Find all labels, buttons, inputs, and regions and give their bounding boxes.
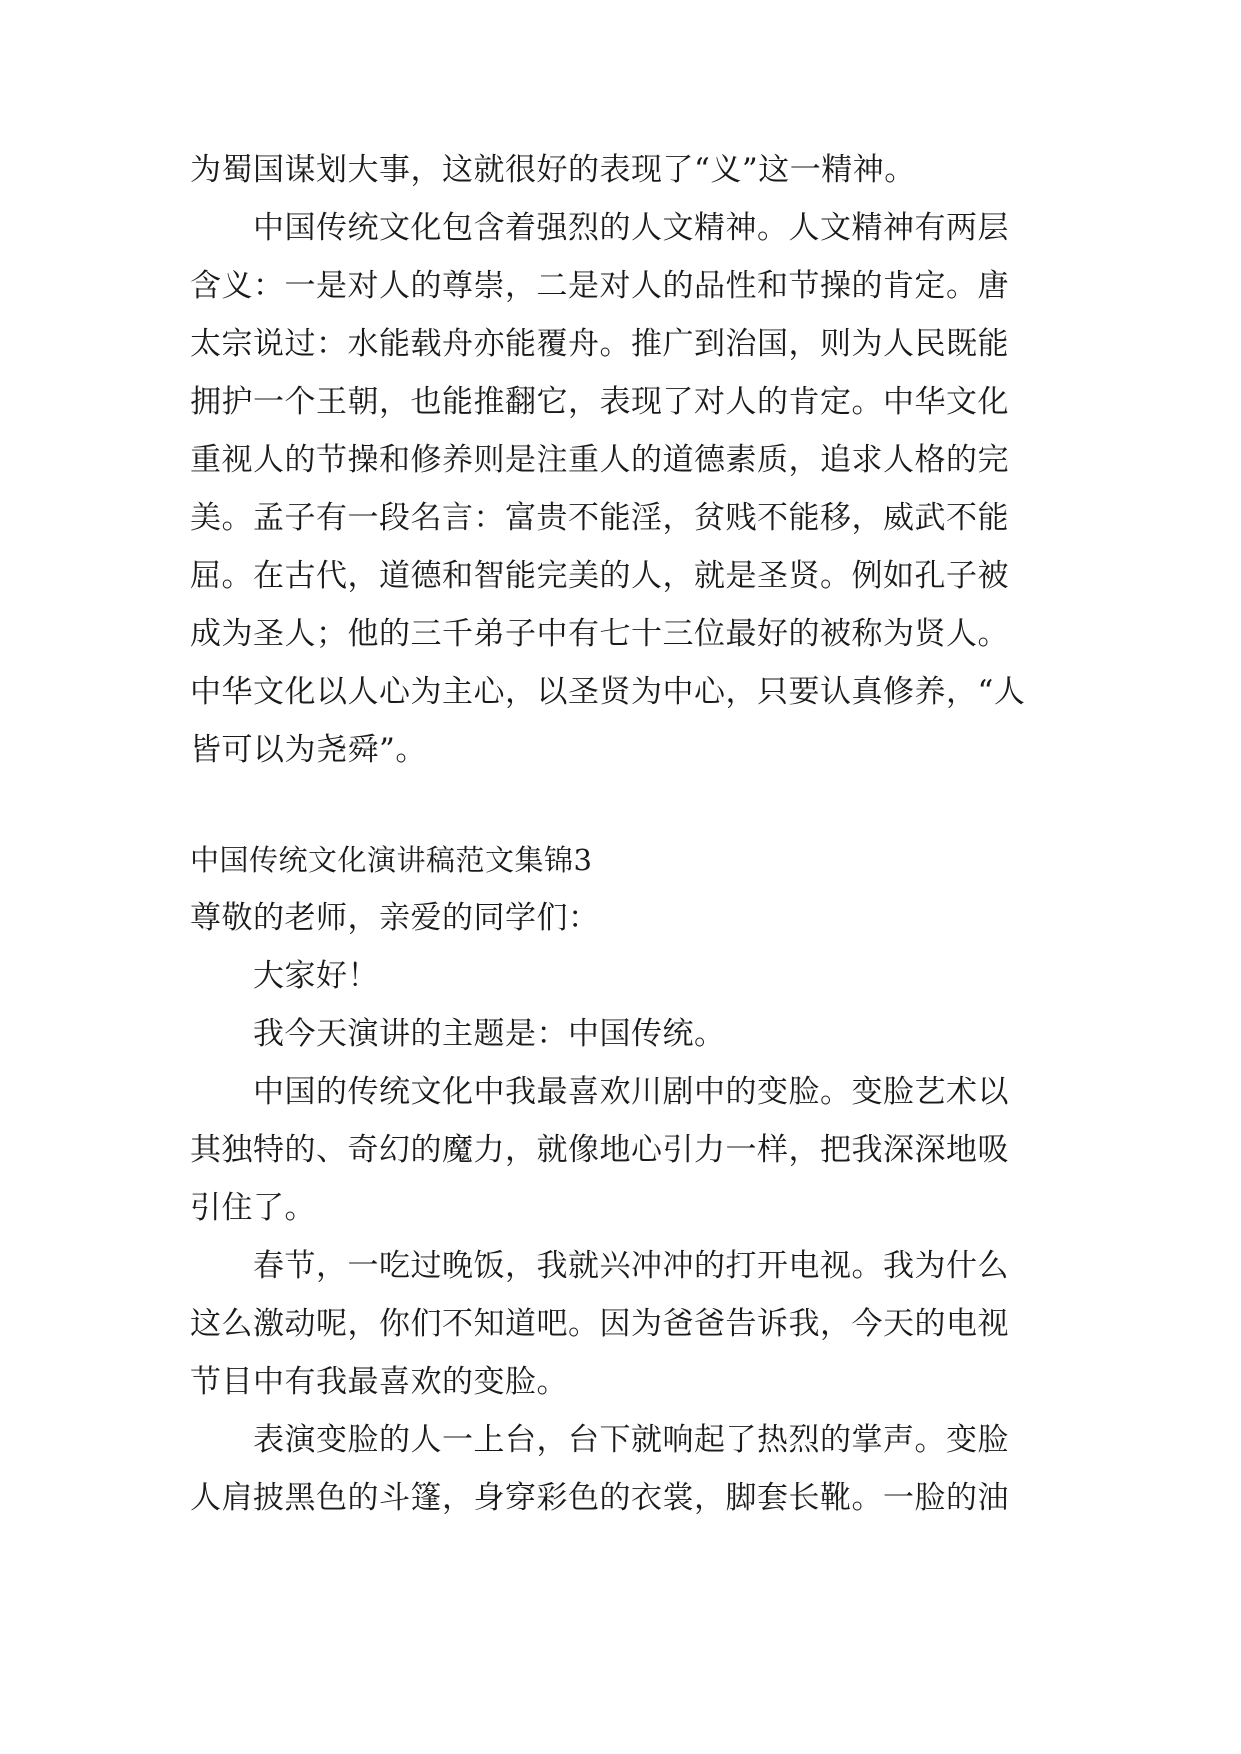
- paragraph-line: 表演变脸的人一上台，台下就响起了热烈的掌声。变脸: [253, 1422, 1009, 1458]
- paragraph-line: 屈。在古代，道德和智能完美的人，就是圣贤。例如孔子被: [190, 558, 1009, 594]
- paragraph-line: 含义：一是对人的尊崇，二是对人的品性和节操的肯定。唐: [190, 268, 1009, 304]
- paragraph-line: 为蜀国谋划大事，这就很好的表现了“义”这一精神。: [190, 152, 916, 188]
- paragraph-line: 皆可以为尧舜”。: [190, 732, 427, 768]
- paragraph-line: 太宗说过：水能载舟亦能覆舟。推广到治国，则为人民既能: [190, 326, 1009, 362]
- paragraph-line: 中国传统文化包含着强烈的人文精神。人文精神有两层: [253, 210, 1009, 246]
- paragraph-line: 其独特的、奇幻的魔力，就像地心引力一样，把我深深地吸: [190, 1132, 1009, 1168]
- paragraph-line: 引住了。: [190, 1190, 316, 1226]
- paragraph-line: 重视人的节操和修养则是注重人的道德素质，追求人格的完: [190, 442, 1009, 478]
- section-heading: 中国传统文化演讲稿范文集锦3: [190, 843, 593, 877]
- paragraph-line: 成为圣人；他的三千弟子中有七十三位最好的被称为贤人。: [190, 616, 1009, 652]
- paragraph-line: 中华文化以人心为主心，以圣贤为中心，只要认真修养，“人: [190, 674, 1026, 710]
- paragraph-line: 我今天演讲的主题是：中国传统。: [253, 1016, 726, 1052]
- greeting-line: 大家好！: [253, 958, 379, 994]
- paragraph-line: 美。孟子有一段名言：富贵不能淫，贫贱不能移，威武不能: [190, 500, 1009, 536]
- salutation-line: 尊敬的老师，亲爱的同学们：: [190, 900, 600, 936]
- paragraph-line: 这么激动呢，你们不知道吧。因为爸爸告诉我，今天的电视: [190, 1306, 1009, 1342]
- paragraph-line: 人肩披黑色的斗篷，身穿彩色的衣裳，脚套长靴。一脸的油: [190, 1480, 1009, 1516]
- paragraph-line: 节目中有我最喜欢的变脸。: [190, 1364, 568, 1400]
- paragraph-line: 中国的传统文化中我最喜欢川剧中的变脸。变脸艺术以: [253, 1074, 1009, 1110]
- paragraph-line: 春节，一吃过晚饭，我就兴冲冲的打开电视。我为什么: [253, 1248, 1009, 1284]
- paragraph-line: 拥护一个王朝，也能推翻它，表现了对人的肯定。中华文化: [190, 384, 1009, 420]
